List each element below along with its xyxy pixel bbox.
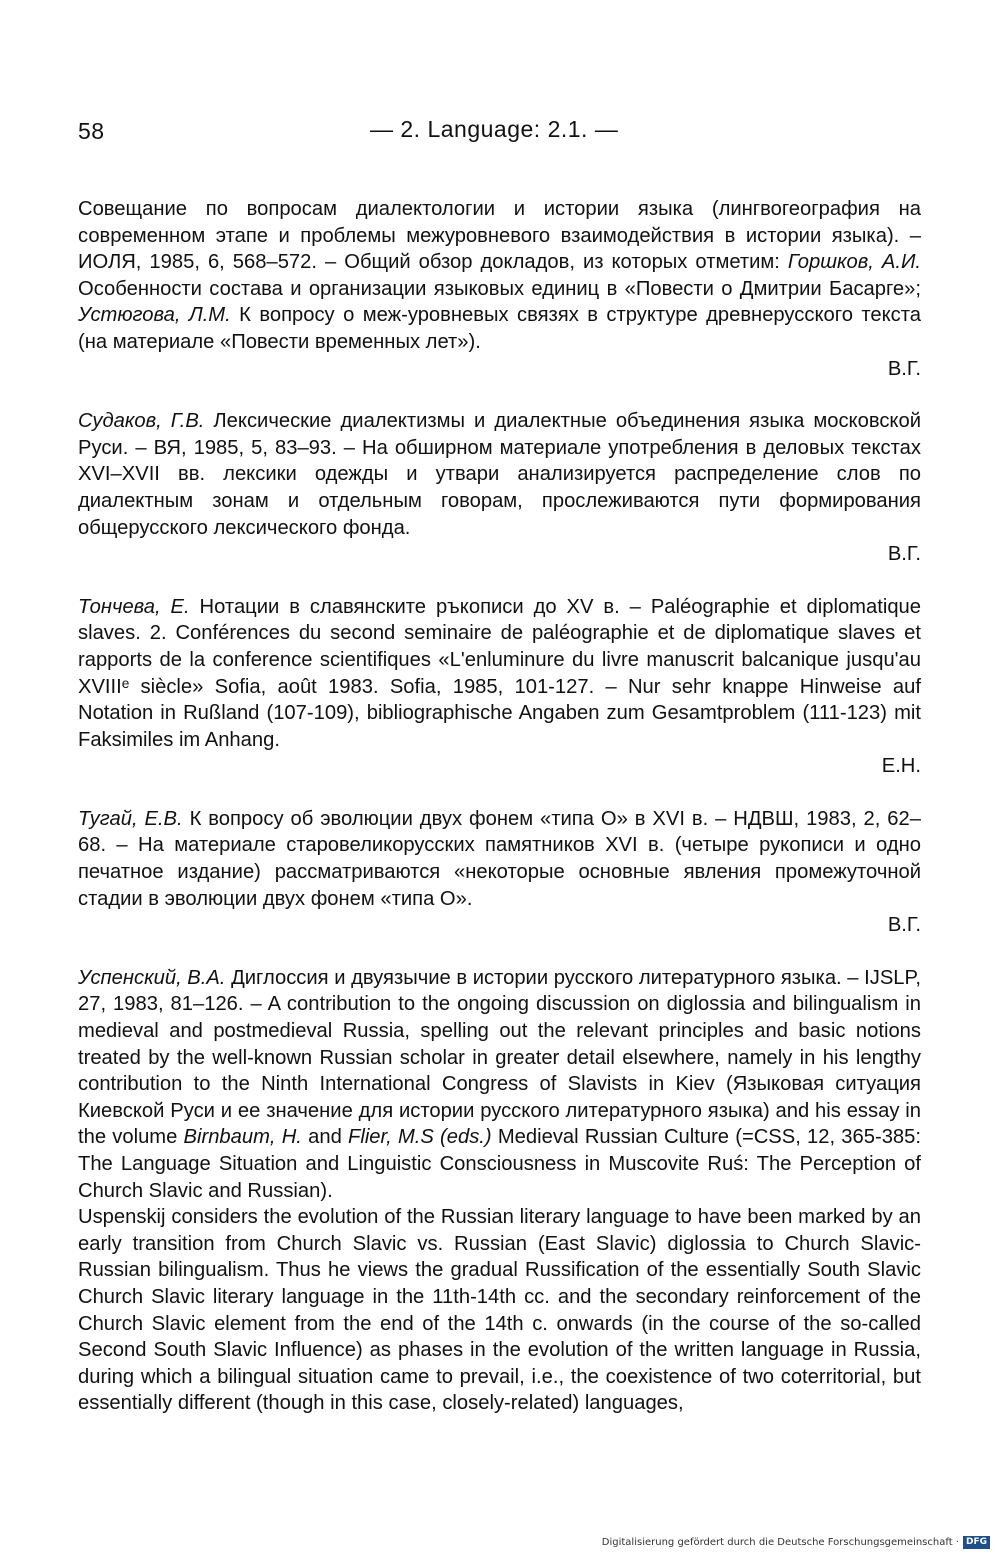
running-head: — 2. Language: 2.1. — (370, 116, 619, 142)
entry-body: Особенности состава и организации языковых единиц в «Повести о Дмитрии Басарге»; (78, 277, 921, 300)
reviewer-initials: В.Г. (887, 543, 921, 566)
entry-body: Лексические диалектизмы и диалектные объединения языка московской Руси. – ВЯ, 1985, 5, 83–93. – На обширном материале употребления в деловых текстах XVI–XVII вв. лексики одежды и утвари анализируется распределение слов по диалектным зонам и отдельным говорам, прослеживаются пути формирования общерусского лексического фонда. (78, 410, 921, 539)
entry-author: Горшков, А.И. (787, 251, 922, 274)
entry-author: Судаков, Г.В. (78, 410, 205, 433)
footer-text: Digitalisierung gefördert durch die Deutsche Forschungsgemeinschaft · (601, 1537, 959, 1548)
entry-author: Успенский, В.А. (78, 966, 226, 989)
entry-paragraph (78, 965, 921, 1204)
entry-tugai (78, 806, 921, 939)
entry-body: К вопросу о меж-уровневых связях в структуре древнерусского текста (на материале «Повести временных лет»). (78, 304, 921, 353)
entry-body: Medieval Russian Culture (=CSS, 12, 365-385: The Language Situation and Linguistic Consciousness in Muscovite Ruś: The Perception of Church Slavic and Russian). (78, 1126, 921, 1202)
entry-uspenskij (78, 965, 921, 1417)
entry-sudakov (78, 408, 921, 568)
reviewer-initials: Е.Н. (881, 755, 921, 778)
entry-author: Тончева, Е. (78, 595, 190, 618)
entry-paragraph: Uspenskij considers the evolution of the Russian literary language to have been marked by an early transition from Church Slavic vs. Russian (East Slavic) diglossia to Church Slavic-Russian bilingualism. Thus he views the gradual Russification of the essentially South Slavic Church Slavic literary language in the 11th-14th cc. and the secondary reinforcement of the Church Slavic element from the end of the 14th c. onwards (in the course of the so-called Second South Slavic Influence) as phases in the evolution of the written language in Russia, during which a bilingual situation came to prevail, i.e., the coexistence of two coterritorial, but essentially different (though in this case, closely-related) languages, (78, 1206, 921, 1415)
digitization-footer (602, 1536, 990, 1549)
entry-body: Нотации в славянските ръкописи до XV в. – Paléographie et diplomatique slaves. 2. Conférences du second seminaire de paléographie et de diplomatique slaves et rapports de la conference scientifiques «L'enluminure du livre manuscrit balcanique jusqu'au XVIIIᵉ siècle» Sofia, août 1983. Sofia, 1985, 101-127. – Nur sehr knappe Hinweise auf Notation in Rußland (107-109), bibliographische Angaben zum Gesamtproblem (111-123) mit Faksimiles im Anhang. (78, 595, 921, 751)
entry-body: Совещание по вопросам диалектологии и истории языка (лингвогеография на современном этапе и проблемы межуровневого взаимодействия в истории языка). – ИОЛЯ, 1985, 6, 568–572. – Общий обзор докладов, из которых отметим: (78, 198, 921, 274)
entry-body: Диглоссия и двуязычие в истории русского литературного языка. – IJSLP, 27, 1983, 81–126. – A contribution to the ongoing discussion on diglossia and bilingualism in medieval and postmedieval Russia, spelling out the relevant principles and basic notions treated by the well-known Russian scholar in greater detail elsewhere, namely in his lengthy contribution to the Ninth International Congress of Slavists in Kiev (Языковая ситуация Киевской Руси и ее значение для истории русского литературного языка) and his essay in the volume (78, 966, 922, 1149)
entry-author: Устюгова, Л.М. (78, 304, 231, 327)
reviewer-initials: В.Г. (887, 357, 921, 380)
entry-body: and (301, 1126, 348, 1149)
page-number: 58 (78, 118, 105, 144)
editor-name: Flier, M.S (eds.) (348, 1126, 492, 1149)
reviewer-initials: В.Г. (887, 914, 921, 937)
dfg-logo: DFG (963, 1536, 990, 1549)
entry-body: К вопросу об эволюции двух фонем «типа О» в XVI в. – НДВШ, 1983, 2, 62–68. – На материале старовеликорусских памятников XVI в. (четыре рукописи и одно печатное издание) рассматриваются «некоторые основные явления промежуточной стадии в эволюции двух фонем «типа О». (78, 807, 921, 910)
entry-soveshchanie (78, 196, 921, 382)
bibliography-entries (78, 196, 921, 1417)
entry-toncheva (78, 594, 921, 780)
editor-name: Birnbaum, H. (183, 1126, 302, 1149)
entry-author: Тугай, Е.В. (78, 807, 183, 830)
